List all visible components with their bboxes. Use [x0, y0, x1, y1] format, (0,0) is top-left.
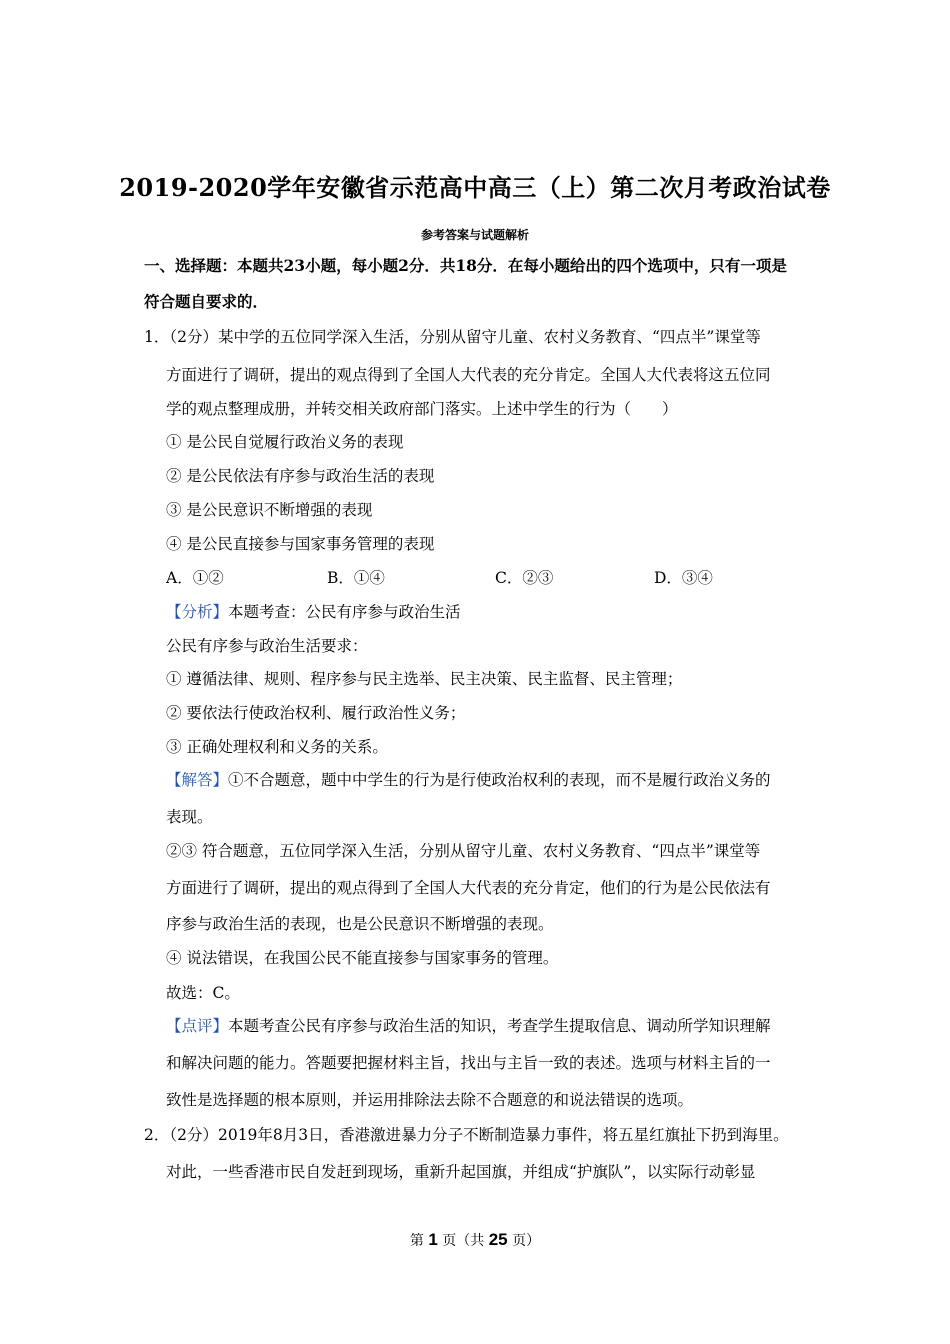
- section-heading-line-2: 符合题自要求的．: [144, 292, 269, 311]
- q1-answer: [166, 770, 771, 790]
- q1-answer-line-4: 序参与政治生活的表现，也是公民意识不断增强的表现。: [166, 915, 554, 933]
- comment-tag: 【点评】: [166, 1017, 229, 1035]
- q1-statement-4: ④ 是公民直接参与国家事务管理的表现: [166, 535, 435, 553]
- q1-option-c: C．②③: [495, 569, 554, 587]
- footer-total-pages: 25: [488, 1230, 508, 1249]
- q1-statement-1: ① 是公民自觉履行政治义务的表现: [166, 433, 404, 451]
- q1-answer-line-3: 方面进行了调研，提出的观点得到了全国人大代表的充分肯定，他们的行为是公民依法有: [166, 879, 771, 897]
- q1-option-b: B．①④: [327, 569, 385, 587]
- q1-answer-line-1: 表现。: [166, 808, 213, 826]
- q1-analysis-line-3: ② 要依法行使政治权利、履行政治性义务；: [166, 704, 466, 722]
- footer-middle: 页（共: [437, 1233, 489, 1249]
- analysis-tag: 【分析】: [166, 603, 229, 621]
- q1-option-a: A．①②: [166, 569, 224, 587]
- q1-option-d: D．③④: [654, 569, 713, 587]
- q1-stem-line-3: 学的观点整理成册，并转交相关政府部门落实。上述中学生的行为（ ）: [166, 400, 678, 418]
- q2-stem-line-1: 2．（2分）2019年8月3日，香港激进暴力分子不断制造暴力事件，将五星红旗扯下扔到海里。: [144, 1126, 789, 1144]
- page-footer: [0, 1230, 950, 1250]
- footer-prefix: 第: [409, 1233, 429, 1249]
- q1-answer-line-2: ②③ 符合题意，五位同学深入生活，分别从留守儿童、农村义务教育、“四点半”课堂等: [166, 842, 761, 860]
- page-subtitle: 参考答案与试题解析: [420, 228, 529, 242]
- q1-analysis-line-1: 公民有序参与政治生活要求：: [166, 637, 368, 655]
- q1-analysis-line-2: ① 遵循法律、规则、程序参与民主选举、民主决策、民主监督、民主管理；: [166, 670, 683, 688]
- analysis-text: 本题考查：公民有序参与政治生活: [228, 603, 461, 621]
- q1-stem-line-1: 1．（2分）某中学的五位同学深入生活，分别从留守儿童、农村义务教育、“四点半”课堂等: [144, 328, 761, 346]
- answer-tag: 【解答】: [166, 771, 229, 789]
- q1-stem-line-2: 方面进行了调研，提出的观点得到了全国人大代表的充分肯定。全国人大代表将这五位同: [166, 366, 771, 384]
- q1-comment: [166, 1016, 771, 1036]
- page-title: 2019-2020学年安徽省示范高中高三（上）第二次月考政治试卷: [119, 173, 831, 202]
- q1-analysis-line-4: ③ 正确处理权利和义务的关系。: [166, 738, 388, 756]
- q2-stem-line-2: 对此，一些香港市民自发赶到现场，重新升起国旗，并组成“护旗队”，以实际行动彰显: [166, 1163, 756, 1181]
- q1-comment-line-2: 致性是选择题的根本原则，并运用排除法去除不合题意的和说法错误的选项。: [166, 1091, 694, 1109]
- q1-answer-line-6: 故选：C。: [166, 984, 240, 1002]
- q1-answer-line-5: ④ 说法错误，在我国公民不能直接参与国家事务的管理。: [166, 949, 559, 967]
- q1-comment-line-1: 和解决问题的能力。答题要把握材料主旨，找出与主旨一致的表述。选项与材料主旨的一: [166, 1054, 771, 1072]
- footer-suffix: 页）: [507, 1233, 541, 1249]
- answer-text: ①不合题意，题中中学生的行为是行使政治权利的表现，而不是履行政治义务的: [228, 771, 771, 789]
- q1-statement-2: ② 是公民依法有序参与政治生活的表现: [166, 467, 435, 485]
- section-heading-line-1: 一、选择题：本题共23小题，每小题2分．共18分．在每小题给出的四个选项中，只有一项是: [144, 256, 787, 275]
- comment-text: 本题考查公民有序参与政治生活的知识，考查学生提取信息、调动所学知识理解: [228, 1017, 771, 1035]
- q1-analysis: [166, 602, 461, 622]
- q1-statement-3: ③ 是公民意识不断增强的表现: [166, 501, 373, 519]
- footer-page-number: 1: [428, 1230, 438, 1249]
